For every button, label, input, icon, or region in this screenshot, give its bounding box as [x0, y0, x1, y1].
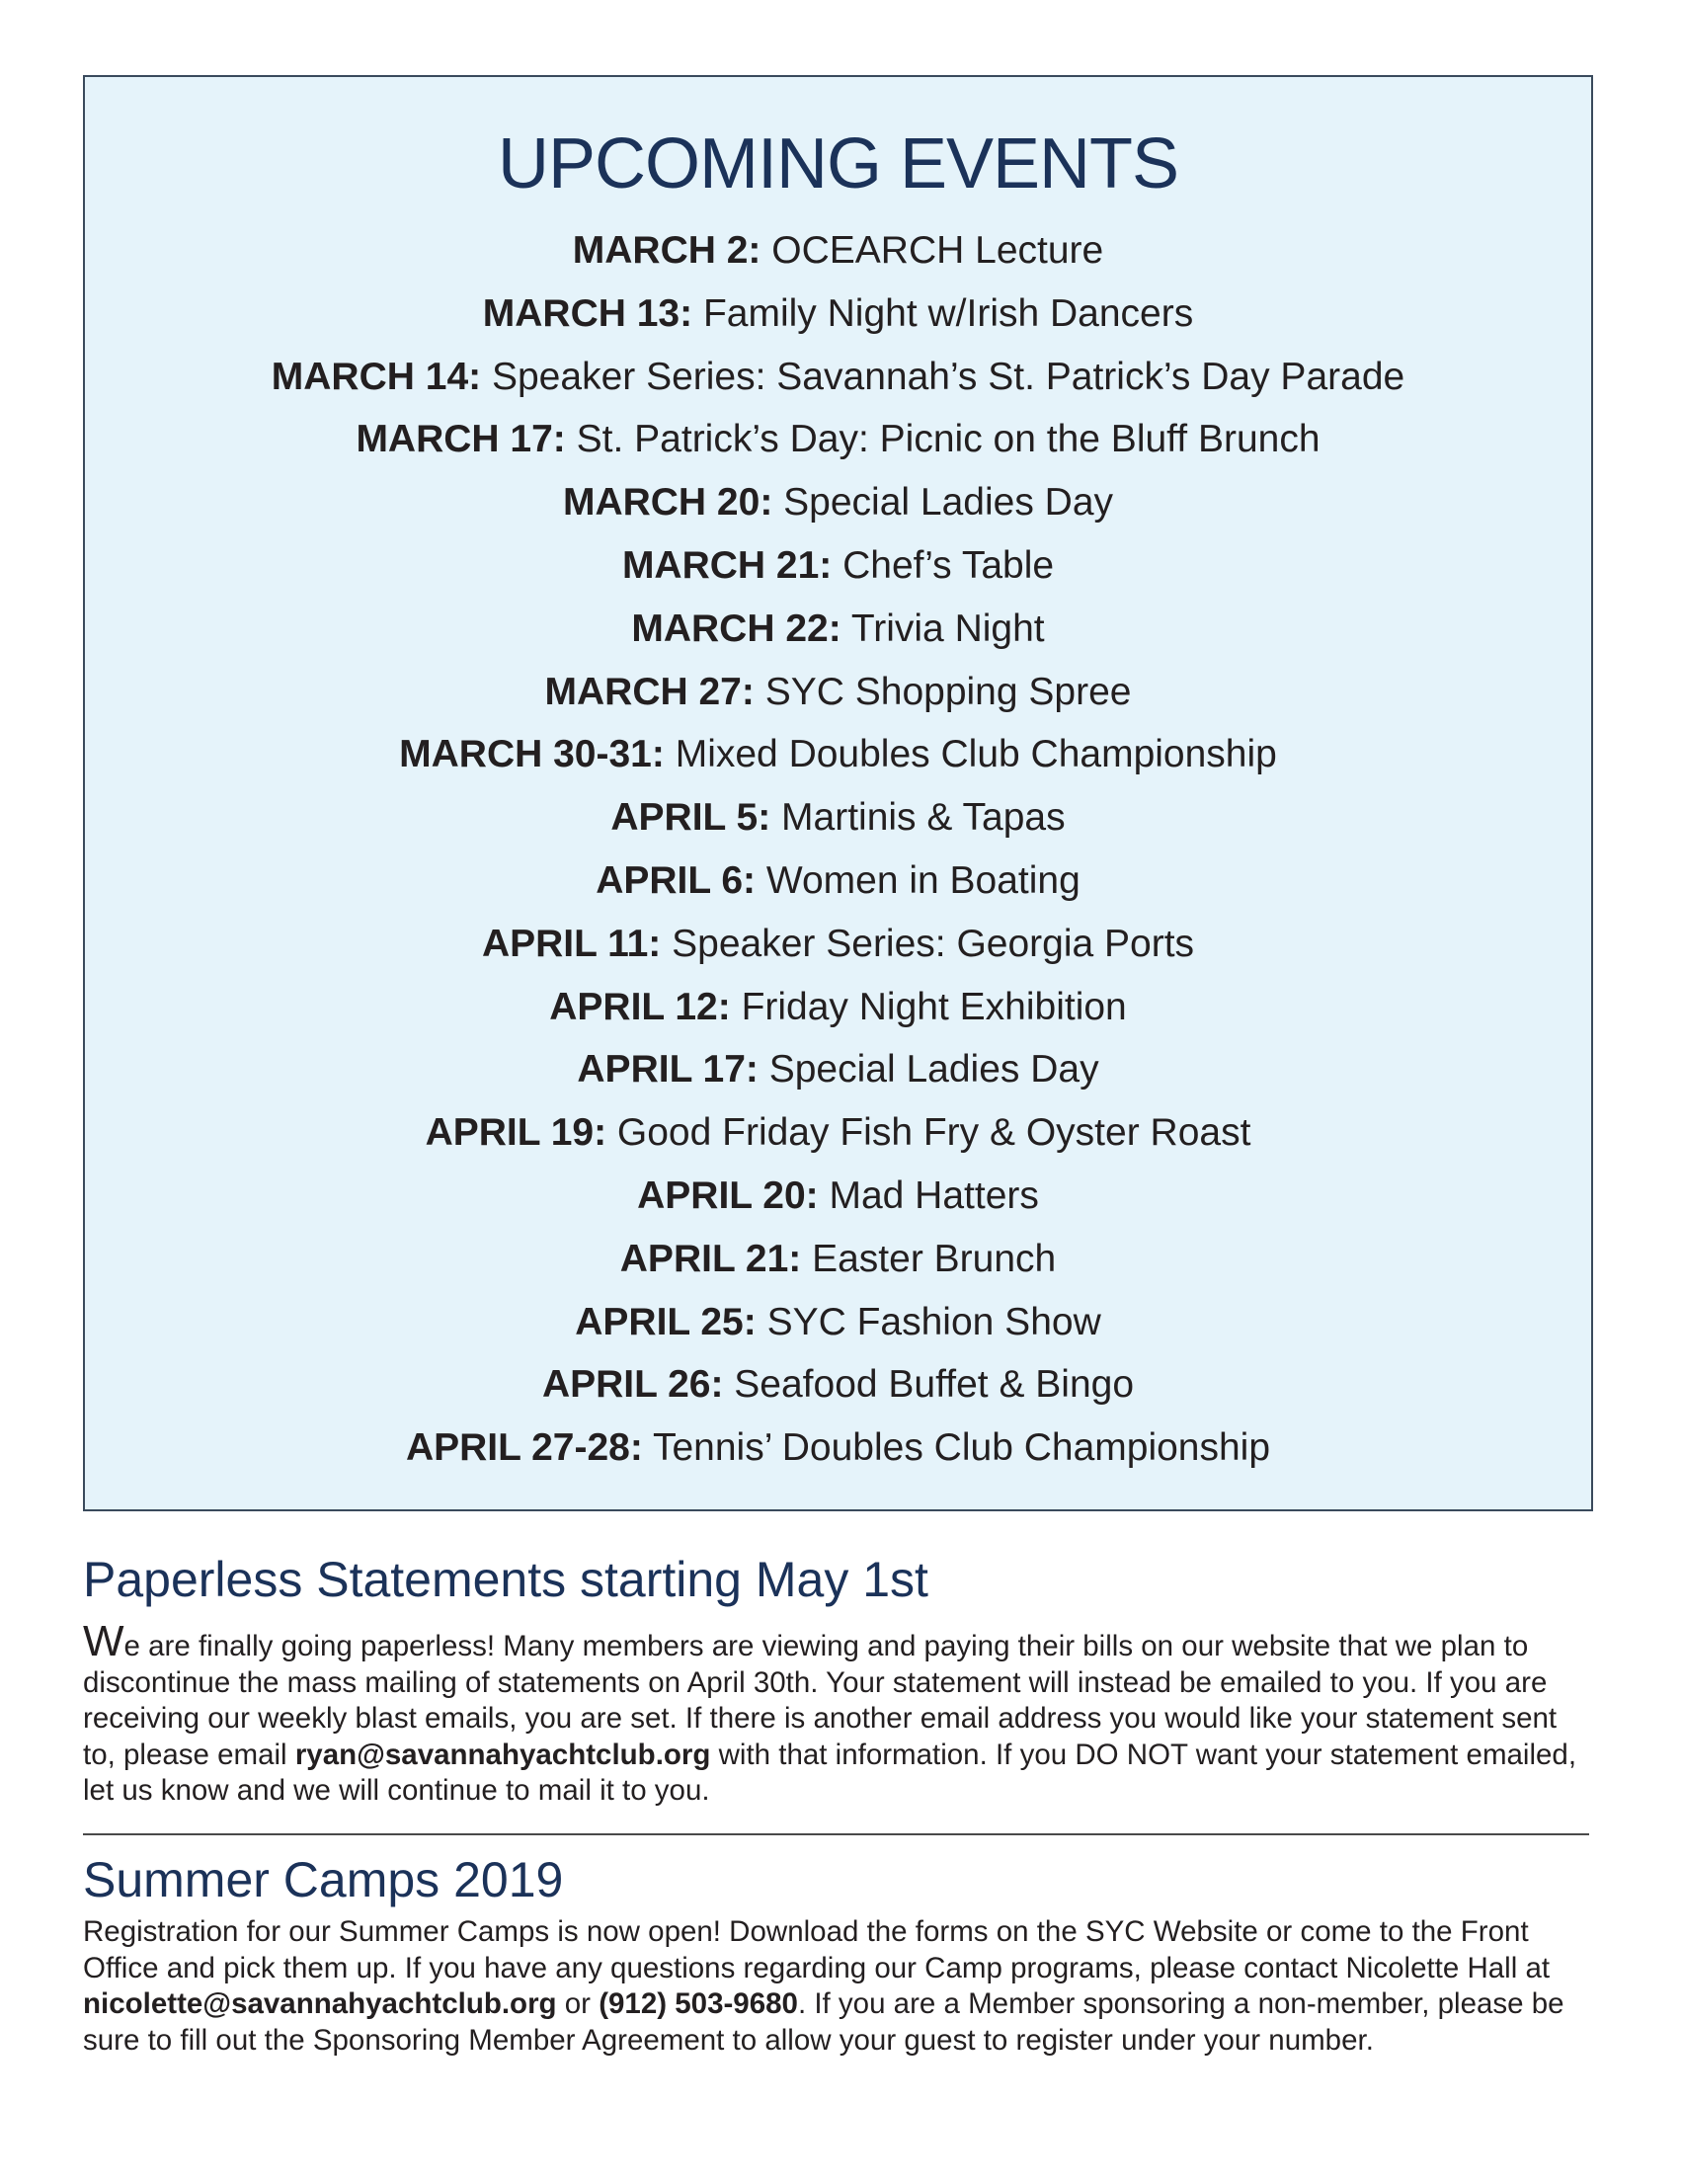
event-name: Mad Hatters — [829, 1173, 1039, 1217]
event-name: Special Ladies Day — [768, 1048, 1099, 1092]
event-date: APRIL 6: — [596, 858, 756, 902]
event-date: MARCH 13: — [482, 291, 693, 335]
camps-email: nicolette@savannahyachtclub.org — [83, 1987, 557, 2020]
event-item — [85, 1038, 1591, 1101]
paperless-heading: Paperless Statements starting May 1st — [83, 1552, 928, 1607]
event-date: MARCH 17: — [356, 418, 566, 461]
events-list — [85, 219, 1591, 1480]
event-item — [85, 534, 1591, 598]
event-date: MARCH 14: — [271, 355, 482, 398]
event-date: APRIL 26: — [541, 1363, 724, 1407]
upcoming-events-box — [83, 75, 1593, 1511]
event-item — [85, 1291, 1591, 1354]
paperless-section — [83, 1552, 1594, 1810]
event-item — [85, 976, 1591, 1039]
event-item — [85, 283, 1591, 346]
camps-text-2: or — [556, 1987, 600, 2020]
event-name: OCEARCH Lecture — [771, 229, 1104, 272]
event-date: APRIL 25: — [575, 1300, 757, 1343]
event-date: MARCH 30-31: — [399, 733, 665, 776]
event-name: Speaker Series: Savannah’s St. Patrick’s Day Parade — [491, 355, 1405, 398]
event-name: Martinis & Tapas — [781, 796, 1066, 840]
event-item — [85, 598, 1591, 661]
event-name: SYC Shopping Spree — [764, 670, 1132, 713]
event-date: APRIL 12: — [549, 985, 731, 1028]
event-item — [85, 408, 1591, 471]
event-name: Women in Boating — [765, 858, 1081, 902]
event-date: MARCH 21: — [621, 543, 833, 587]
event-item — [85, 346, 1591, 409]
section-divider — [83, 1833, 1589, 1835]
event-item — [85, 723, 1591, 786]
camps-body — [83, 1914, 1594, 2059]
event-item — [85, 849, 1591, 913]
camps-text-3: . If you are a Member sponsoring a non-member, please be sure to fill out the Sponsoring Member Agreement to allow your guest to register under your number. — [83, 1987, 1564, 2057]
event-date: APRIL 5: — [610, 796, 771, 840]
summer-camps-section — [83, 1852, 1594, 2059]
event-date: APRIL 17: — [577, 1048, 759, 1092]
event-date: APRIL 21: — [619, 1237, 802, 1280]
event-date: MARCH 22: — [631, 607, 841, 650]
event-name: Tennis’ Doubles Club Championship — [652, 1426, 1271, 1470]
event-item — [85, 1165, 1591, 1228]
event-name: Trivia Night — [850, 607, 1045, 650]
paperless-body — [83, 1617, 1594, 1810]
camps-heading: Summer Camps 2019 — [83, 1852, 564, 1907]
camps-phone: (912) 503-9680 — [599, 1987, 798, 2020]
event-name: Good Friday Fish Fry & Oyster Roast — [616, 1111, 1251, 1155]
camps-text-1: Registration for our Summer Camps is now open! Download the forms on the SYC Website or come to the Front Office and pick them up. If you have any questions regarding our Camp programs, please contact Nicolette Hall at — [83, 1915, 1551, 1984]
events-title: UPCOMING EVENTS — [497, 124, 1179, 203]
drop-cap: W — [83, 1617, 124, 1665]
event-name: Chef’s Table — [842, 543, 1055, 587]
event-item — [85, 1353, 1591, 1416]
event-item — [85, 1101, 1591, 1165]
event-name: SYC Fashion Show — [766, 1300, 1101, 1343]
event-name: St. Patrick’s Day: Picnic on the Bluff Brunch — [576, 418, 1321, 461]
event-name: Special Ladies Day — [783, 481, 1114, 525]
event-date: MARCH 2: — [572, 229, 761, 272]
event-name: Easter Brunch — [812, 1237, 1057, 1280]
event-item — [85, 1228, 1591, 1291]
event-date: APRIL 19: — [425, 1111, 607, 1155]
event-date: MARCH 27: — [544, 670, 755, 713]
event-date: APRIL 11: — [481, 922, 662, 965]
event-item — [85, 471, 1591, 534]
event-name: Seafood Buffet & Bingo — [734, 1363, 1135, 1407]
event-name: Family Night w/Irish Dancers — [702, 291, 1194, 335]
event-name: Friday Night Exhibition — [741, 985, 1127, 1028]
event-date: APRIL 27-28: — [405, 1426, 643, 1470]
event-name: Speaker Series: Georgia Ports — [672, 922, 1195, 965]
event-item — [85, 913, 1591, 976]
paperless-email: ryan@savannahyachtclub.org — [294, 1738, 711, 1771]
event-name: Mixed Doubles Club Championship — [675, 733, 1277, 776]
event-date: APRIL 20: — [637, 1173, 819, 1217]
event-date: MARCH 20: — [562, 481, 773, 525]
event-item — [85, 1416, 1591, 1480]
event-item — [85, 661, 1591, 724]
paperless-text-2: with that information. If you DO NOT want your statement emailed, let us know and we will continue to mail it to you. — [83, 1738, 1577, 1807]
event-item — [85, 786, 1591, 849]
event-item — [85, 219, 1591, 283]
paperless-text-1: e are finally going paperless! Many members are viewing and paying their bills on our website that we plan to discontinue the mass mailing of statements on April 30th. Your statement will instead be emailed to you. If you are receiving our weekly blast emails, you are set. If there is another email address you would like your statement sent to, please email — [83, 1630, 1558, 1771]
